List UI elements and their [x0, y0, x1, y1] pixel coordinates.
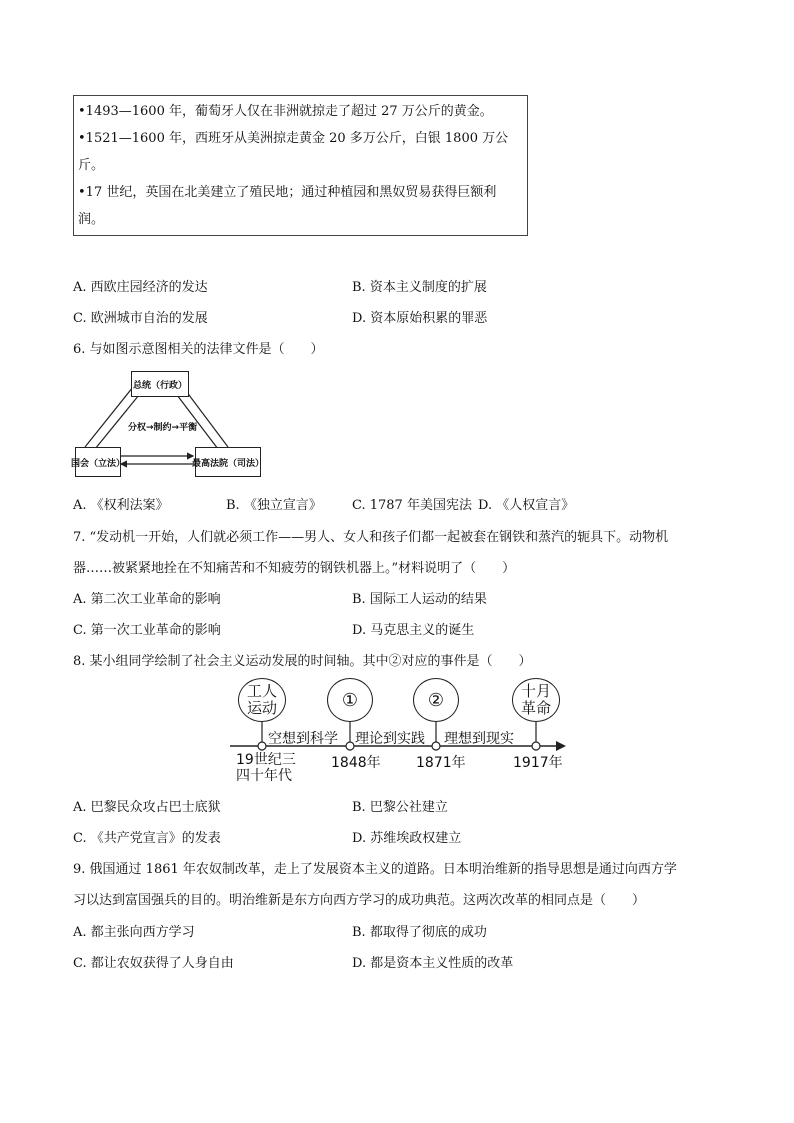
material-line: 斤。: [78, 158, 105, 173]
timeline-node-blank-1: ①: [327, 678, 373, 722]
q7-stem-line2: 器……被紧紧地拴在不知痛苦和不知疲劳的钢铁机器上。”材料说明了（ ）: [73, 561, 516, 576]
q9-stem-line2: 习以达到富国强兵的目的。明治维新是东方向西方学习的成功典范。这两次改革的相同点是（ ）: [73, 893, 646, 908]
q7-option-a[interactable]: A. 第二次工业革命的影响: [73, 592, 221, 607]
timeline-segment-label: 理论到实践: [355, 731, 425, 747]
q7-option-c[interactable]: C. 第一次工业革命的影响: [73, 623, 221, 638]
timeline-node-workers-movement: 工人 运动: [238, 678, 286, 722]
q9-option-b[interactable]: B. 都取得了彻底的成功: [352, 925, 487, 940]
q8-option-d[interactable]: D. 苏维埃政权建立: [352, 831, 462, 846]
q8-option-a[interactable]: A. 巴黎民众攻占巴士底狱: [73, 800, 221, 815]
congress-box: 国会（立法）: [75, 447, 121, 477]
material-line: •1493—1600 年，葡萄牙人仅在非洲就掠走了超过 27 万公斤的黄金。: [78, 104, 493, 119]
q6-option-c[interactable]: C. 1787 年美国宪法: [352, 498, 472, 513]
q9-option-c[interactable]: C. 都让农奴获得了人身自由: [73, 956, 234, 971]
timeline-date-label: 1871年: [416, 755, 466, 771]
q8-stem: 8. 某小组同学绘制了社会主义运动发展的时间轴。其中②对应的事件是（ ）: [73, 654, 532, 669]
timeline-date-label: 1917年: [513, 755, 563, 771]
separation-of-powers-diagram: [73, 369, 263, 479]
q6-option-a[interactable]: A. 《权利法案》: [73, 498, 169, 513]
q8-option-c[interactable]: C. 《共产党宣言》的发表: [73, 831, 221, 846]
q5-option-a[interactable]: A. 西欧庄园经济的发达: [73, 280, 208, 295]
q7-option-d[interactable]: D. 马克思主义的诞生: [352, 623, 475, 638]
q5-option-c[interactable]: C. 欧洲城市自治的发展: [73, 311, 208, 326]
q5-option-d[interactable]: D. 资本原始积累的罪恶: [352, 311, 488, 326]
q7-stem-line1: 7. “发动机一开始，人们就必须工作——男人、女人和孩子们都一起被套在钢铁和蒸汽的轭具下。动物机: [73, 530, 669, 545]
q9-option-d[interactable]: D. 都是资本主义性质的改革: [352, 956, 514, 971]
material-line: 润。: [78, 212, 105, 227]
timeline-date-label: 1848年: [331, 755, 381, 771]
timeline-segment-label: 理想到现实: [444, 731, 514, 747]
material-line: •17 世纪，英国在北美建立了殖民地；通过种植园和黑奴贸易获得巨额利: [78, 185, 497, 200]
q5-option-b[interactable]: B. 资本主义制度的扩展: [352, 280, 487, 295]
q9-option-a[interactable]: A. 都主张向西方学习: [73, 925, 195, 940]
q6-option-b[interactable]: B. 《独立宣言》: [226, 498, 322, 513]
president-box: 总统（行政）: [131, 371, 189, 397]
q9-stem-line1: 9. 俄国通过 1861 年农奴制改革，走上了发展资本主义的道路。日本明治维新的指导思想是通过向西方学: [73, 862, 677, 877]
material-line: •1521—1600 年，西班牙从美洲掠走黄金 20 多万公斤，白银 1800 万公: [78, 131, 509, 146]
material-box: [73, 95, 528, 236]
q6-stem: 6. 与如图示意图相关的法律文件是（ ）: [73, 342, 324, 357]
timeline-node-october-revolution: 十月 革命: [512, 678, 560, 722]
timeline-segment-label: 空想到科学: [268, 731, 338, 747]
timeline-date-label: 19世纪三 四十年代: [236, 752, 296, 784]
q7-option-b[interactable]: B. 国际工人运动的结果: [352, 592, 487, 607]
socialism-timeline: [228, 676, 568, 786]
checks-balances-label: 分权→制约→平衡: [128, 423, 198, 433]
supreme-court-box: 最高法院（司法）: [195, 447, 261, 477]
timeline-node-blank-2: ②: [413, 678, 459, 722]
q8-option-b[interactable]: B. 巴黎公社建立: [352, 800, 448, 815]
q6-option-d[interactable]: D. 《人权宣言》: [478, 498, 575, 513]
